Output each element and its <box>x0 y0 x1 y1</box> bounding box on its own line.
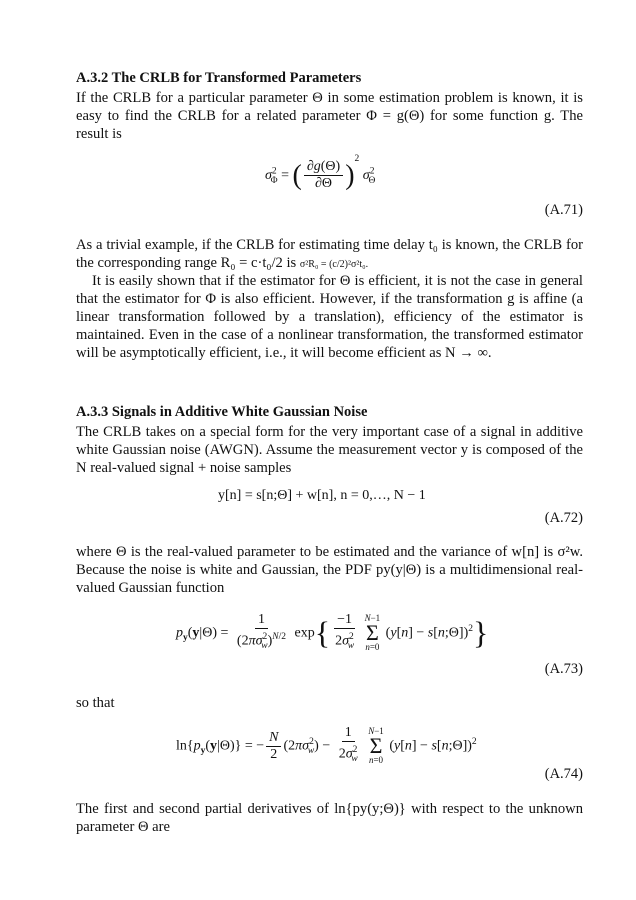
paragraph-transformed-intro: If the CRLB for a particular parameter Θ in some estimation problem is known, it is easy to find the CRLB for a related parameter Φ = g(Θ) for some function g. The result is <box>76 90 583 142</box>
equation-label-a74: (A.74) <box>544 766 583 782</box>
range-crlb-inline-equation: σ²R₀ = (c/2)²σ²t₀. <box>299 259 369 270</box>
paragraph-efficiency: It is easily shown that if the estimator for Θ is efficient, it is not the case in general that the estimator for Φ is also efficient. However, if the transformation g is affine (a linear transformation followed by a translation), efficiency of the estimator is maintained. Even in the case of a nonlinear transformation, the transformed estimator will be asymptotically efficient, i.e., it will become efficient as N → ∞. <box>76 273 583 361</box>
equation-a73: $p_y(y|\Theta)$ = $\frac{1}{(2\pi\sigma^2_w)^{N/2}}$ exp{ $\frac{-1}{2\sigma^2_w}$ N−1 Σ n=0 (y[n] − s[n;Θ])$^2$} <box>176 612 489 653</box>
equation-label-a71: (A.71) <box>544 202 583 218</box>
paragraph-awgn-pdf: where Θ is the real-valued parameter to be estimated and the variance of w[n] is σ²w. Because the noise is white and Gaussian, the PDF py(y|Θ) is a multidimensional real-valued Gaussian function <box>76 544 583 596</box>
text-so-that: so that <box>76 695 115 711</box>
paragraph-partial-derivatives: The first and second partial derivatives of ln{py(y;Θ)} with respect to the unknown parameter Θ are <box>76 801 583 835</box>
section-heading-a32: A.3.2 The CRLB for Transformed Parameters <box>76 70 362 86</box>
equation-a74: $\ln\{p_y(y|\Theta)\}$ = − $\frac{N}{2}$ $(2\pi\sigma^2_w)$ − $\frac{1}{2\sigma^2_w}$ N−1 Σ n=0 (y[n] − s[n;Θ])$^2$ <box>176 725 477 766</box>
section-heading-a33: A.3.3 Signals in Additive White Gaussian Noise <box>76 404 368 420</box>
paragraph-awgn-intro: The CRLB takes on a special form for the very important case of a signal in additive white Gaussian noise (AWGN). Assume the measurement vector y is composed of the N real-valued signal + noise samples <box>76 424 583 476</box>
paragraph-trivial-example <box>76 236 583 274</box>
equation-a71: $\sigma^2_\Phi$ = ( $\frac{\partial g(\Theta)}{\partial\Theta}$ )$^2$ $\sigma^2_\Theta$ <box>265 154 376 192</box>
equation-label-a73: (A.73) <box>544 661 583 677</box>
equation-a72: y[n] = s[n;Θ] + w[n], n = 0,…, N − 1 <box>218 488 426 503</box>
paragraph-trivial-example-text: As a trivial example, if the CRLB for estimating time delay t₀ is known, the CRLB for the corresponding range R₀ = c·t₀/2 is <box>76 237 583 271</box>
equation-label-a72: (A.72) <box>544 510 583 526</box>
